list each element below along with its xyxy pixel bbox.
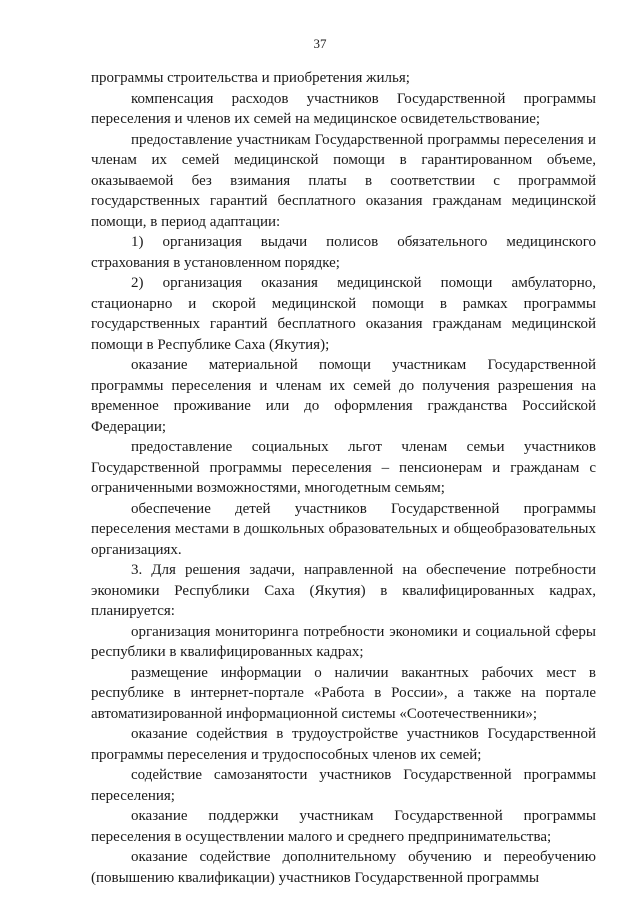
- paragraph: оказание содействия в трудоустройстве участников Государственной программы переселения и трудоспособных членов их семей;: [91, 726, 596, 763]
- page-number: 37: [313, 36, 327, 51]
- body-text: [91, 68, 596, 888]
- paragraph: размещение информации о наличии вакантных рабочих мест в республике в интернет-портале «Работа в России», а также на портале автоматизированной информационной системы «Соотечественники»;: [91, 664, 596, 722]
- paragraph: предоставление социальных льгот членам семьи участников Государственной программы переселения – пенсионерам и гражданам с ограниченными возможностями, многодетным семьям;: [91, 439, 596, 496]
- paragraph: оказание материальной помощи участникам Государственной программы переселения и членам их семей до получения разрешения на временное проживание или до оформления гражданства Российской Федерации;: [91, 357, 596, 435]
- paragraph: 1) организация выдачи полисов обязательного медицинского страхования в установленном порядке;: [91, 234, 596, 271]
- paragraph: оказание поддержки участникам Государственной программы переселения в осуществлении малого и среднего предпринимательства;: [91, 808, 596, 845]
- paragraph: содействие самозанятости участников Государственной программы переселения;: [91, 767, 596, 804]
- paragraph: предоставление участникам Государственной программы переселения и членам их семей медицинской помощи в гарантированном объеме, оказываемой без взимания платы в соответствии с программой государственных гарантий бесплатного оказания гражданам медицинской помощи, в период адаптации:: [91, 131, 596, 230]
- paragraph: оказание содействие дополнительному обучению и переобучению (повышению квалификации) участников Государственной программы: [91, 849, 596, 886]
- paragraph: компенсация расходов участников Государственной программы переселения и членов их семей на медицинское освидетельствование;: [91, 90, 596, 127]
- paragraph: 2) организация оказания медицинской помощи амбулаторно, стационарно и скорой медицинской помощи в рамках программы государственных гарантий бесплатного оказания гражданам медицинской помощи в Республике Саха (Якутия);: [91, 275, 596, 353]
- paragraph: организация мониторинга потребности экономики и социальной сферы республики в квалифицированных кадрах;: [91, 623, 596, 660]
- paragraph: обеспечение детей участников Государственной программы переселения местами в дошкольных образовательных и общеобразовательных организациях.: [91, 500, 596, 558]
- paragraph: программы строительства и приобретения жилья;: [91, 70, 410, 86]
- paragraph: 3. Для решения задачи, направленной на обеспечение потребности экономики Республики Саха (Якутия) в квалифицированных кадрах, планируется:: [91, 562, 596, 619]
